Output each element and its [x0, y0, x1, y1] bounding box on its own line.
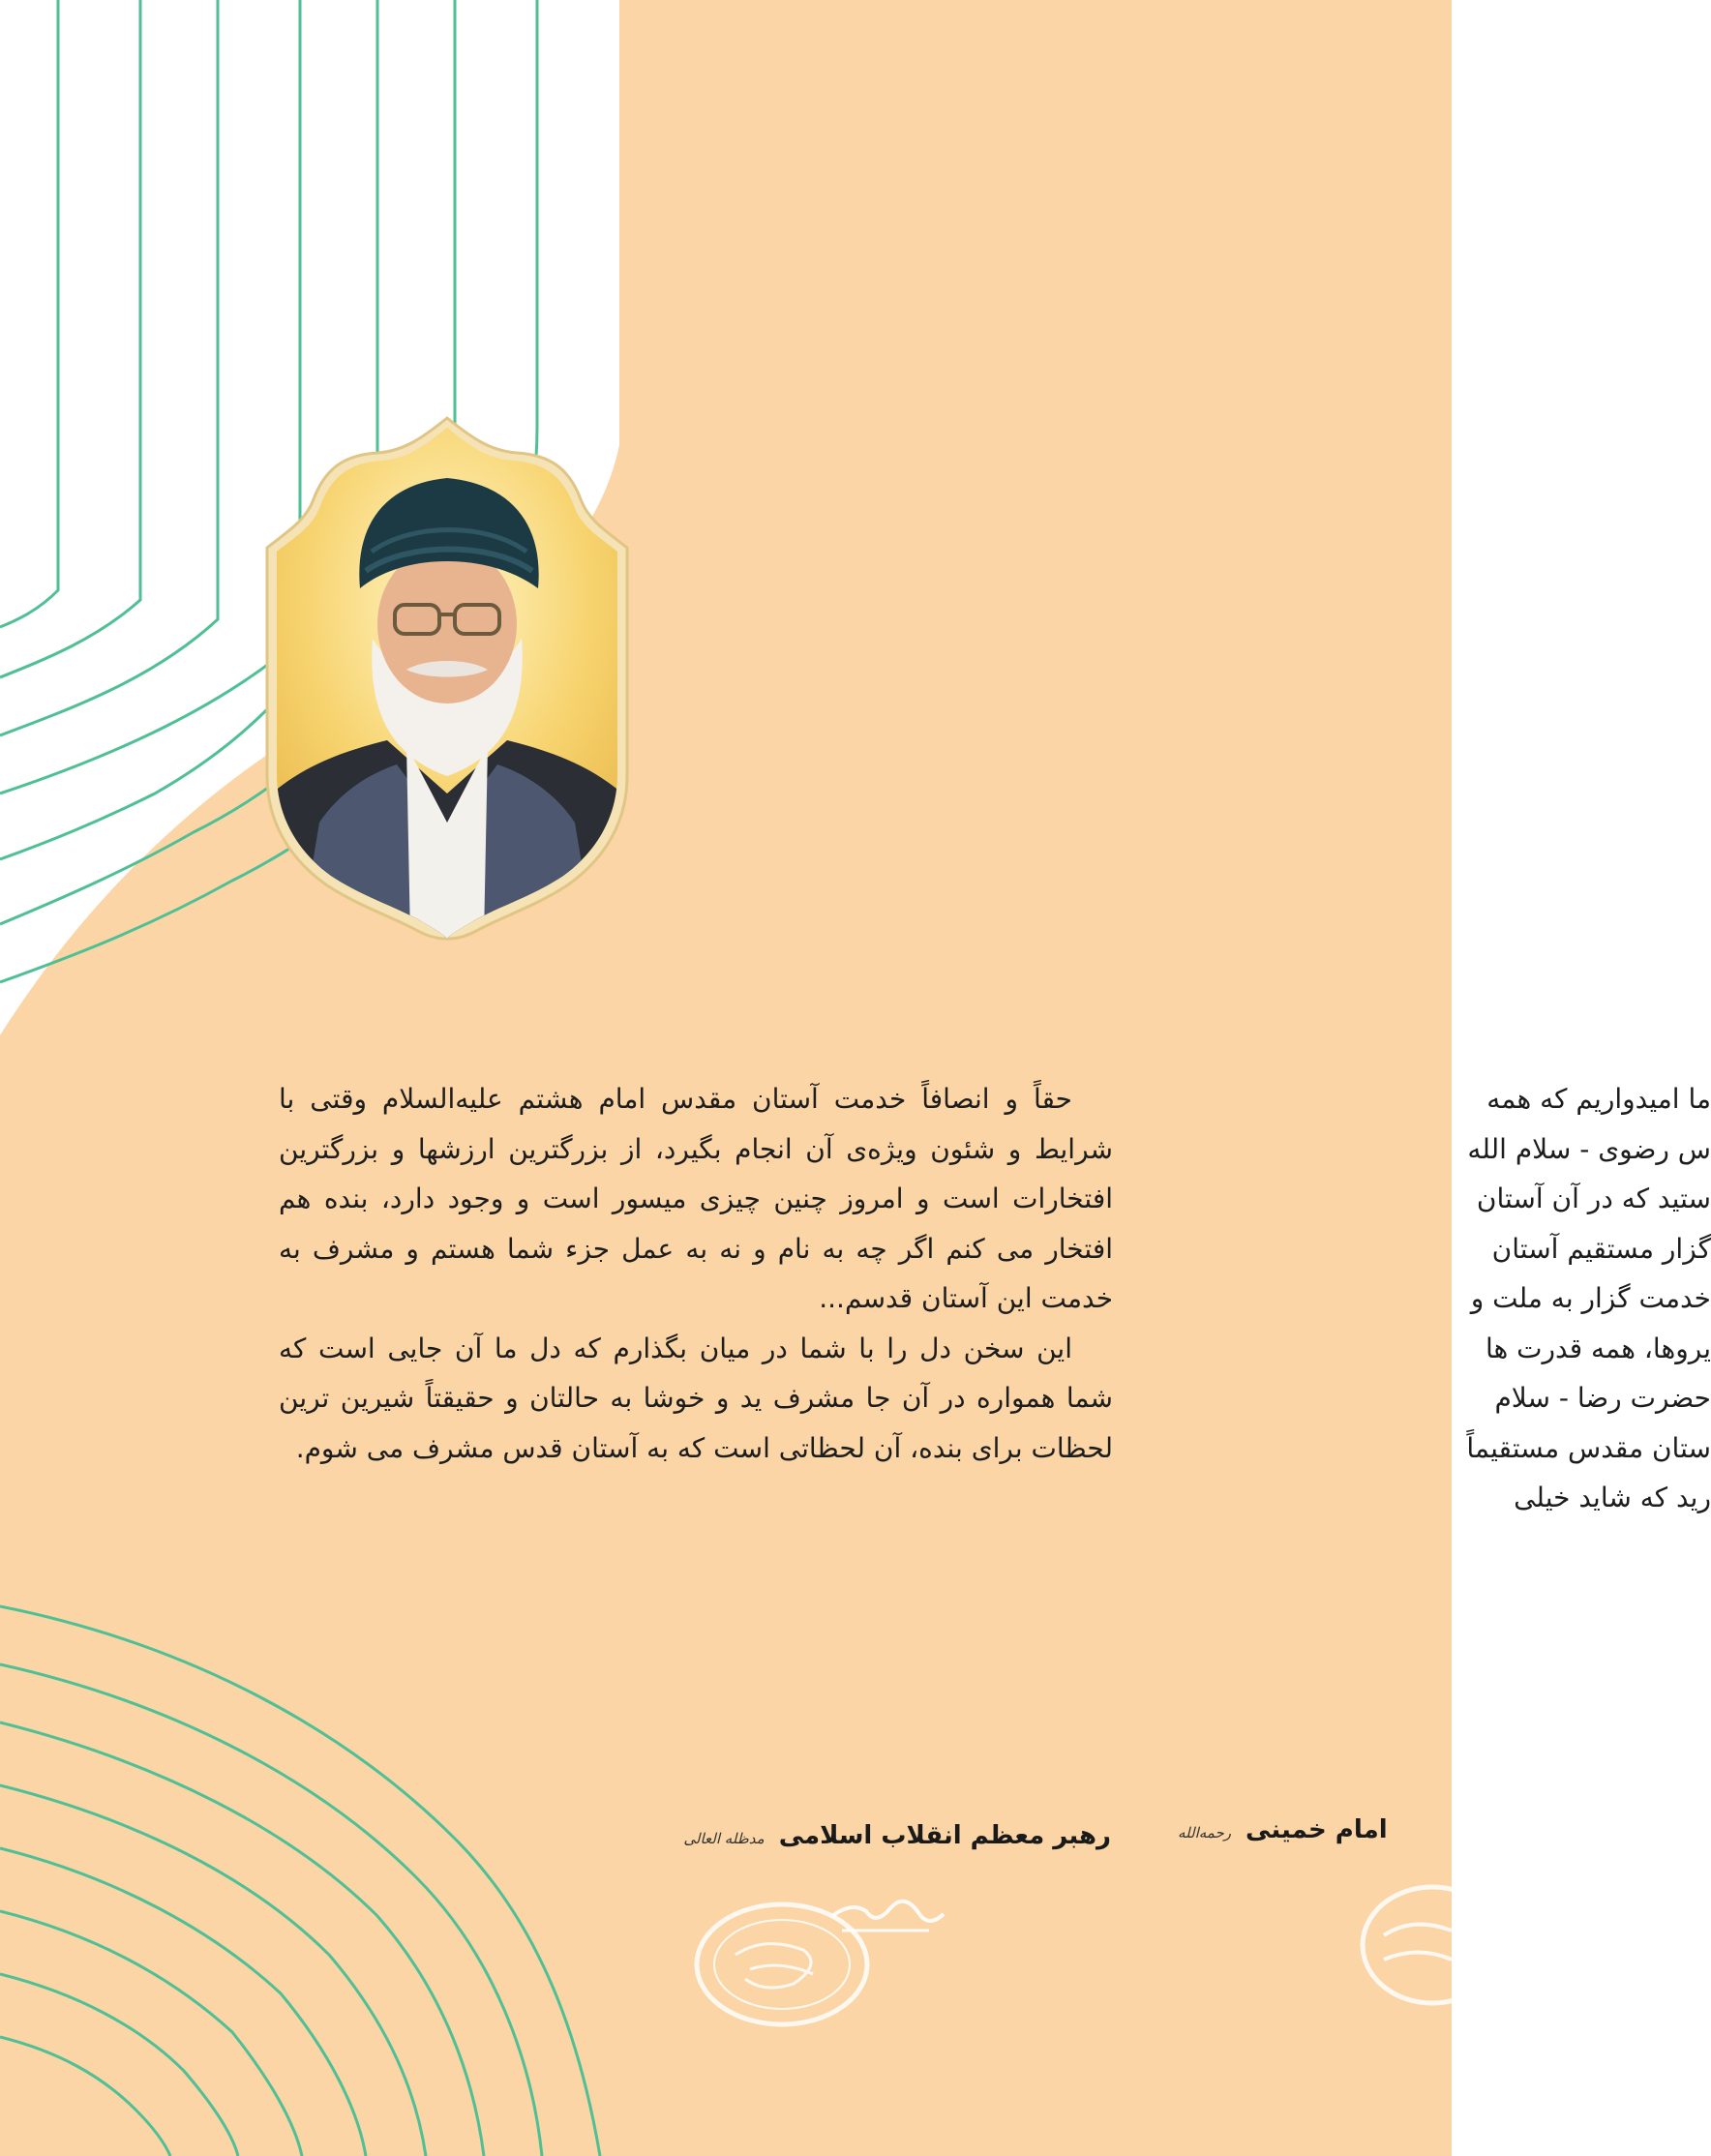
leader-title: رهبر معظم انقلاب اسلامی — [778, 1821, 1111, 1850]
quote-line: س رضوی - سلام الله — [1467, 1132, 1711, 1165]
khomeini-quote-fragment — [1169, 1074, 1711, 1523]
leader-quote — [279, 1074, 1113, 1473]
khomeini-honorific: رحمه‌الله — [1178, 1824, 1231, 1842]
quote-line: ستان مقدس مستقیماً — [1466, 1431, 1711, 1464]
quote-line: رید که شاید خیلی — [1514, 1482, 1711, 1513]
quote-line: ما امیدواریم که همه — [1486, 1083, 1711, 1115]
quote-line: خدمت گزار به ملت و — [1470, 1282, 1711, 1314]
leader-honorific: مدظله العالی — [683, 1830, 765, 1847]
khomeini-title: امام خمینی — [1246, 1815, 1388, 1844]
leader-quote-paragraph: حقاً و انصافاً خدمت آستان مقدس امام هشتم علیه‌السلام وقتی با شرایط و شئون ویژه‌ی آن انجام بگیرد، از بزرگترین ارزشها و بزرگترین افتخارات است و امروز چنین چیزی میسور است و وجود دارد، بنده هم افتخار می کنم اگر چه به نام و نه به عمل جزء شما هستم و مشرف به خدمت این آستان قدسم... — [279, 1083, 1113, 1314]
portrait-illustration — [261, 416, 633, 939]
leader-quote-paragraph: این سخن دل را با شما در میان بگذارم که دل ما آن جایی است که شما همواره در آن جا مشرف ید و خوشا به حالتان و حقیقتاً شیرین ترین لحظات برای بنده، آن لحظاتی است که به آستان قدس مشرف می شوم. — [279, 1332, 1113, 1464]
leader-signature — [683, 1821, 1111, 1850]
quote-line: ستید که در آن آستان — [1476, 1183, 1711, 1214]
quote-line: حضرت رضا - سلام — [1494, 1382, 1711, 1414]
quote-line: گزار مستقیم آستان — [1491, 1232, 1711, 1265]
khomeini-signature — [1178, 1815, 1388, 1844]
quote-line: ِیروها، همه قدرت ها — [1485, 1332, 1711, 1364]
